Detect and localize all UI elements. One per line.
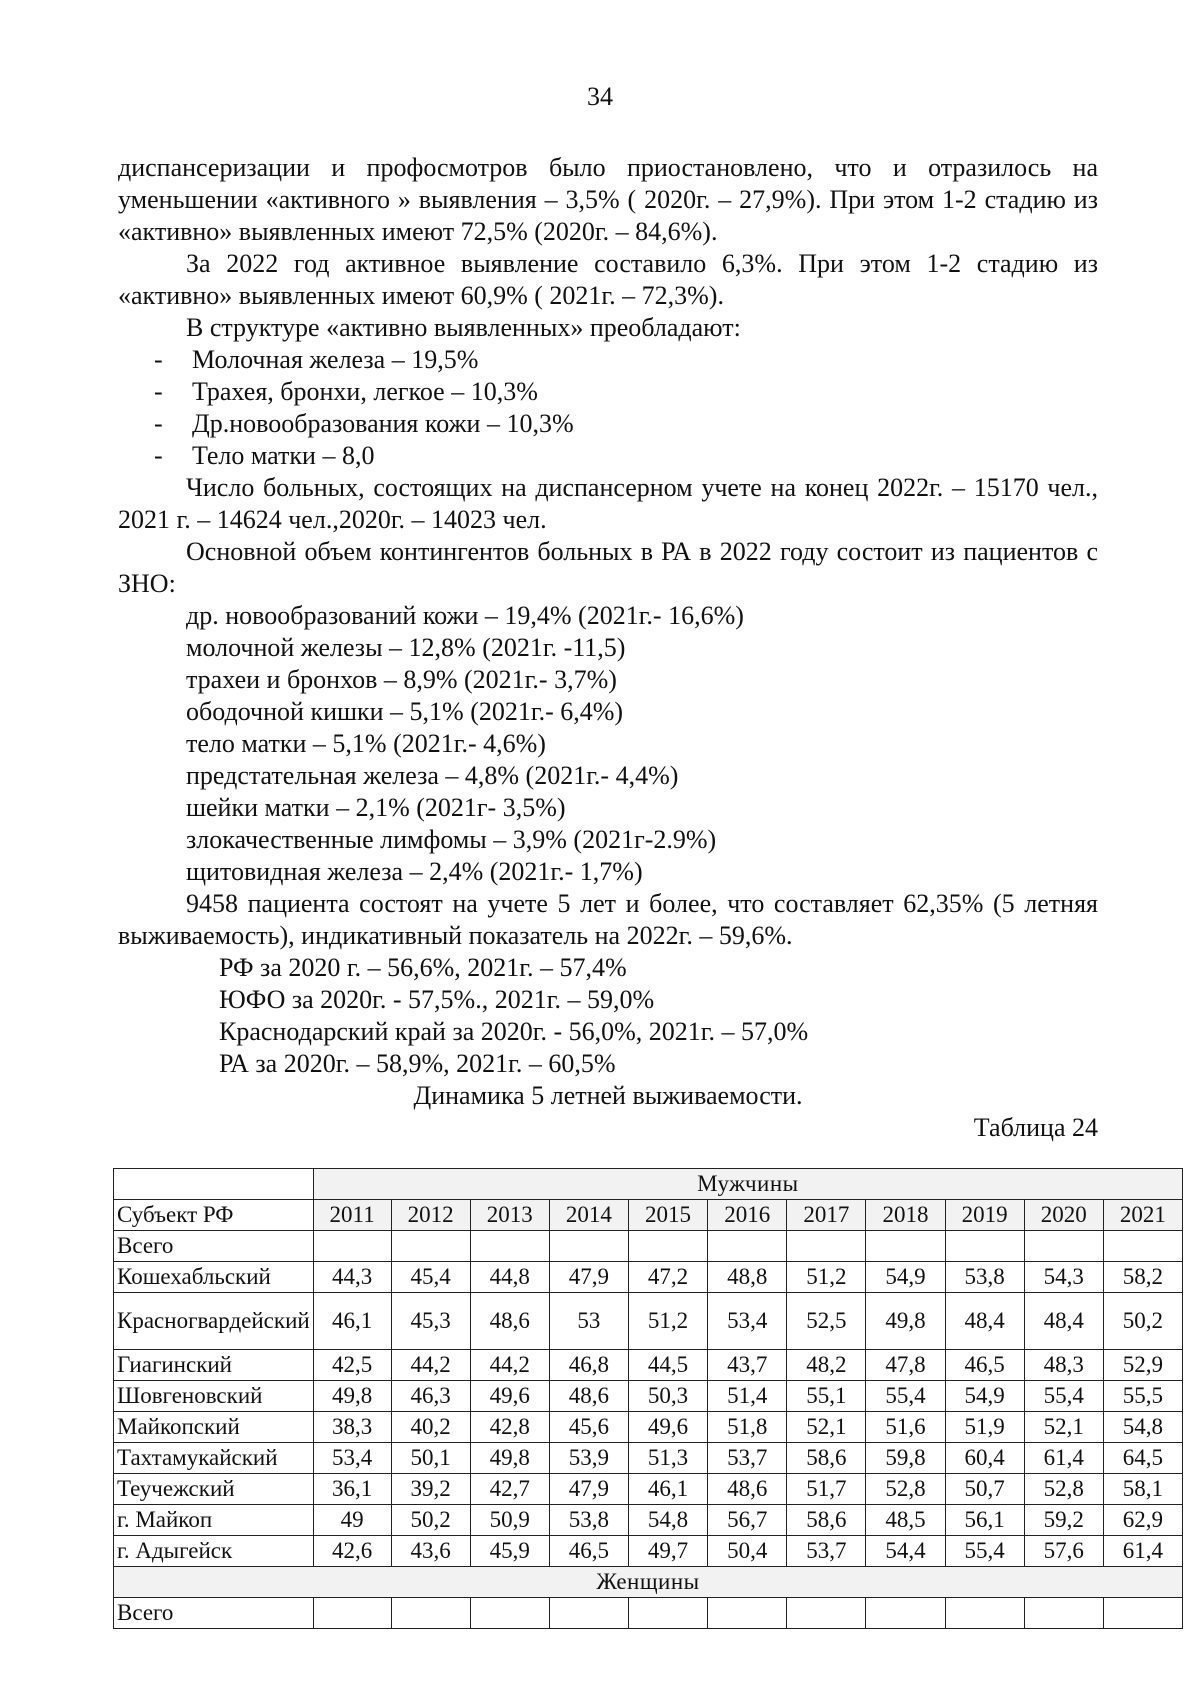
table-cell: 61,4 [1103,1536,1182,1567]
table-cell: 52,9 [1103,1350,1182,1381]
table-cell: 48,5 [866,1505,945,1536]
table-row [114,1536,1183,1567]
table-cell: 52,1 [1024,1412,1103,1443]
year-header: 2014 [549,1200,628,1231]
row-name: Тахтамукайский [114,1443,314,1474]
table-cell: 56,7 [708,1505,787,1536]
table-cell: 50,9 [470,1505,549,1536]
table-cell: 53,8 [945,1262,1024,1293]
table-cell: 58,6 [787,1443,866,1474]
table-cell: 45,9 [470,1536,549,1567]
table-row [114,1200,1183,1231]
women-header: Женщины [114,1567,1183,1598]
table-cell: 38,3 [313,1412,391,1443]
total-label: Всего [114,1231,314,1262]
table-cell: 51,9 [945,1412,1024,1443]
table-cell: 64,5 [1103,1443,1182,1474]
list-item: молочной железы – 12,8% (2021г. -11,5) [186,633,626,662]
year-header: 2016 [708,1200,787,1231]
table-cell: 46,5 [549,1536,628,1567]
table-row [114,1169,1183,1200]
men-header: Мужчины [313,1169,1182,1200]
table-cell: 49,6 [628,1412,707,1443]
table-row [114,1381,1183,1412]
table-row [114,1231,1183,1262]
table-cell: 48,3 [1024,1350,1103,1381]
table-cell: 48,6 [470,1293,549,1350]
list-item: др. новообразований кожи – 19,4% (2021г.- 16,6%) [186,601,744,630]
paragraph: 9458 пациента состоят на учете 5 лет и более, что составляет 62,35% (5 летняя выживаемость), индикативный показатель на 2022г. – 59,6%. [118,889,1098,950]
table-row [114,1262,1183,1293]
table-cell: 49,8 [470,1443,549,1474]
row-name: г. Адыгейск [114,1536,314,1567]
page-number: 34 [587,82,613,111]
table-cell: 43,7 [708,1350,787,1381]
list-item: шейки матки – 2,1% (2021г- 3,5%) [186,793,566,822]
table-cell: 42,5 [313,1350,391,1381]
table-cell: 40,2 [391,1412,470,1443]
table-cell: 62,9 [1103,1505,1182,1536]
table-cell: 42,6 [313,1536,391,1567]
list-item: ободочной кишки – 5,1% (2021г.- 6,4%) [186,697,624,726]
table-cell: 50,2 [1103,1293,1182,1350]
total-label: Всего [114,1598,314,1629]
row-name: Майкопский [114,1412,314,1443]
table-cell: 52,1 [787,1412,866,1443]
paragraph: Основной объем контингентов больных в РА в 2022 году состоит из пациентов с ЗНО: [118,537,1098,598]
table-cell: 46,3 [391,1381,470,1412]
table-row [114,1598,1183,1629]
table-cell: 47,2 [628,1262,707,1293]
table-cell: 52,5 [787,1293,866,1350]
table-cell: 48,8 [708,1262,787,1293]
list-item: злокачественные лимфомы – 3,9% (2021г-2.9%) [186,825,717,854]
zno-list [118,600,1098,888]
table-cell: 53,8 [549,1505,628,1536]
survival-list [118,952,1098,1080]
table-cell: 44,5 [628,1350,707,1381]
table-cell: 50,7 [945,1474,1024,1505]
table-cell: 51,6 [866,1412,945,1443]
table-cell: 54,8 [1103,1412,1182,1443]
survival-table [113,1168,1183,1629]
table-cell: 57,6 [1024,1536,1103,1567]
table-cell: 48,2 [787,1350,866,1381]
list-item: щитовидная железа – 2,4% (2021г.- 1,7%) [186,857,643,886]
table-cell: 49,8 [313,1381,391,1412]
dash-list [118,344,1098,472]
table-cell: 54,9 [866,1262,945,1293]
table-cell: 53,4 [708,1293,787,1350]
table-cell: 50,3 [628,1381,707,1412]
table-cell: 53,9 [549,1443,628,1474]
table-cell: 36,1 [313,1474,391,1505]
table-cell: 51,8 [708,1412,787,1443]
table-cell: 54,3 [1024,1262,1103,1293]
table-cell: 50,1 [391,1443,470,1474]
table-cell: 51,4 [708,1381,787,1412]
table-cell: 59,2 [1024,1505,1103,1536]
list-item: ЮФО за 2020г. - 57,5%., 2021г. – 59,0% [219,985,655,1014]
table-cell: 44,8 [470,1262,549,1293]
row-name: Кошехабльский [114,1262,314,1293]
table-cell: 46,1 [313,1293,391,1350]
table-cell: 50,2 [391,1505,470,1536]
table-cell: 55,5 [1103,1381,1182,1412]
paragraph: Число больных, состоящих на диспансерном учете на конец 2022г. – 15170 чел., 2021 г. – 14624 чел.,2020г. – 14023 чел. [118,473,1098,534]
table-cell: 55,1 [787,1381,866,1412]
paragraph: диспансеризации и профосмотров было приостановлено, что и отразилось на уменьшении «активного » выявления – 3,5% ( 2020г. – 27,9%). При этом 1-2 стадию из «активно» выявленных имеют 72,5% (2020г. – 84,6%). [118,153,1098,246]
table-cell: 51,2 [787,1262,866,1293]
body-text [118,152,1098,1144]
list-item: РА за 2020г. – 58,9%, 2021г. – 60,5% [219,1049,616,1078]
table-cell: 51,3 [628,1443,707,1474]
year-header: 2011 [313,1200,391,1231]
table-cell: 49,8 [866,1293,945,1350]
table-cell: 49,7 [628,1536,707,1567]
row-name: Гиагинский [114,1350,314,1381]
table-cell: 47,8 [866,1350,945,1381]
row-name: Шовгеновский [114,1381,314,1412]
table-cell: 46,1 [628,1474,707,1505]
table-cell: 49 [313,1505,391,1536]
subject-header: Субъект РФ [114,1200,314,1231]
table-cell: 45,4 [391,1262,470,1293]
table-cell: 47,9 [549,1474,628,1505]
year-header: 2017 [787,1200,866,1231]
year-header: 2020 [1024,1200,1103,1231]
year-header: 2018 [866,1200,945,1231]
list-item: - Тело матки – 8,0 [154,441,375,470]
table-row [114,1350,1183,1381]
table-caption: Динамика 5 летней выживаемости. [413,1081,803,1110]
table-cell: 55,4 [1024,1381,1103,1412]
table-cell: 48,4 [1024,1293,1103,1350]
table-cell: 56,1 [945,1505,1024,1536]
table-cell: 51,7 [787,1474,866,1505]
list-item: трахеи и бронхов – 8,9% (2021г.- 3,7%) [186,665,617,694]
table-cell: 44,3 [313,1262,391,1293]
table-cell: 53,7 [708,1443,787,1474]
table-cell: 55,4 [866,1381,945,1412]
list-item: - Трахея, бронхи, легкое – 10,3% [154,377,538,406]
table-cell: 46,5 [945,1350,1024,1381]
table-row [114,1474,1183,1505]
table-cell: 55,4 [945,1536,1024,1567]
list-item: РФ за 2020 г. – 56,6%, 2021г. – 57,4% [219,953,627,982]
table-cell: 58,2 [1103,1262,1182,1293]
year-header: 2013 [470,1200,549,1231]
table-cell: 59,8 [866,1443,945,1474]
table-cell: 43,6 [391,1536,470,1567]
table-row [114,1505,1183,1536]
row-name: Теучежский [114,1474,314,1505]
table-row [114,1293,1183,1350]
list-item: - Молочная железа – 19,5% [154,345,479,374]
table-cell: 44,2 [391,1350,470,1381]
table-cell: 50,4 [708,1536,787,1567]
paragraph: За 2022 год активное выявление составило 6,3%. При этом 1-2 стадию из «активно» выявленных имеют 60,9% ( 2021г. – 72,3%). [118,249,1098,310]
table-cell: 44,2 [470,1350,549,1381]
list-item: Краснодарский край за 2020г. - 56,0%, 2021г. – 57,0% [219,1017,809,1046]
table-cell: 46,8 [549,1350,628,1381]
table-row [114,1567,1183,1598]
table-cell: 39,2 [391,1474,470,1505]
row-name: г. Майкоп [114,1505,314,1536]
table-cell: 42,8 [470,1412,549,1443]
paragraph: В структуре «активно выявленных» преобладают: [186,313,741,342]
table-cell: 48,6 [708,1474,787,1505]
table-cell: 53,4 [313,1443,391,1474]
table-cell: 54,8 [628,1505,707,1536]
table-cell: 53 [549,1293,628,1350]
table-cell: 60,4 [945,1443,1024,1474]
table-cell: 54,9 [945,1381,1024,1412]
table-cell: 45,3 [391,1293,470,1350]
list-item: - Др.новообразования кожи – 10,3% [154,409,574,438]
list-item: тело матки – 5,1% (2021г.- 4,6%) [186,729,546,758]
data-rows [114,1262,1183,1567]
table-cell: 48,4 [945,1293,1024,1350]
table-cell: 54,4 [866,1536,945,1567]
year-header: 2012 [391,1200,470,1231]
table-cell: 61,4 [1024,1443,1103,1474]
year-header: 2015 [628,1200,707,1231]
table-row [114,1412,1183,1443]
table-cell [114,1169,314,1200]
table-number: Таблица 24 [973,1113,1098,1142]
list-item: предстательная железа – 4,8% (2021г.- 4,4%) [186,761,679,790]
year-header: 2019 [945,1200,1024,1231]
table-cell: 47,9 [549,1262,628,1293]
table-cell: 52,8 [866,1474,945,1505]
year-header: 2021 [1103,1200,1182,1231]
table-row [114,1443,1183,1474]
table-cell: 45,6 [549,1412,628,1443]
table-cell: 53,7 [787,1536,866,1567]
table-cell: 52,8 [1024,1474,1103,1505]
table-cell: 48,6 [549,1381,628,1412]
table-cell: 58,6 [787,1505,866,1536]
table-cell: 42,7 [470,1474,549,1505]
table-cell: 58,1 [1103,1474,1182,1505]
table-cell: 49,6 [470,1381,549,1412]
row-name: Красногвардейский [114,1293,314,1350]
table-cell: 51,2 [628,1293,707,1350]
